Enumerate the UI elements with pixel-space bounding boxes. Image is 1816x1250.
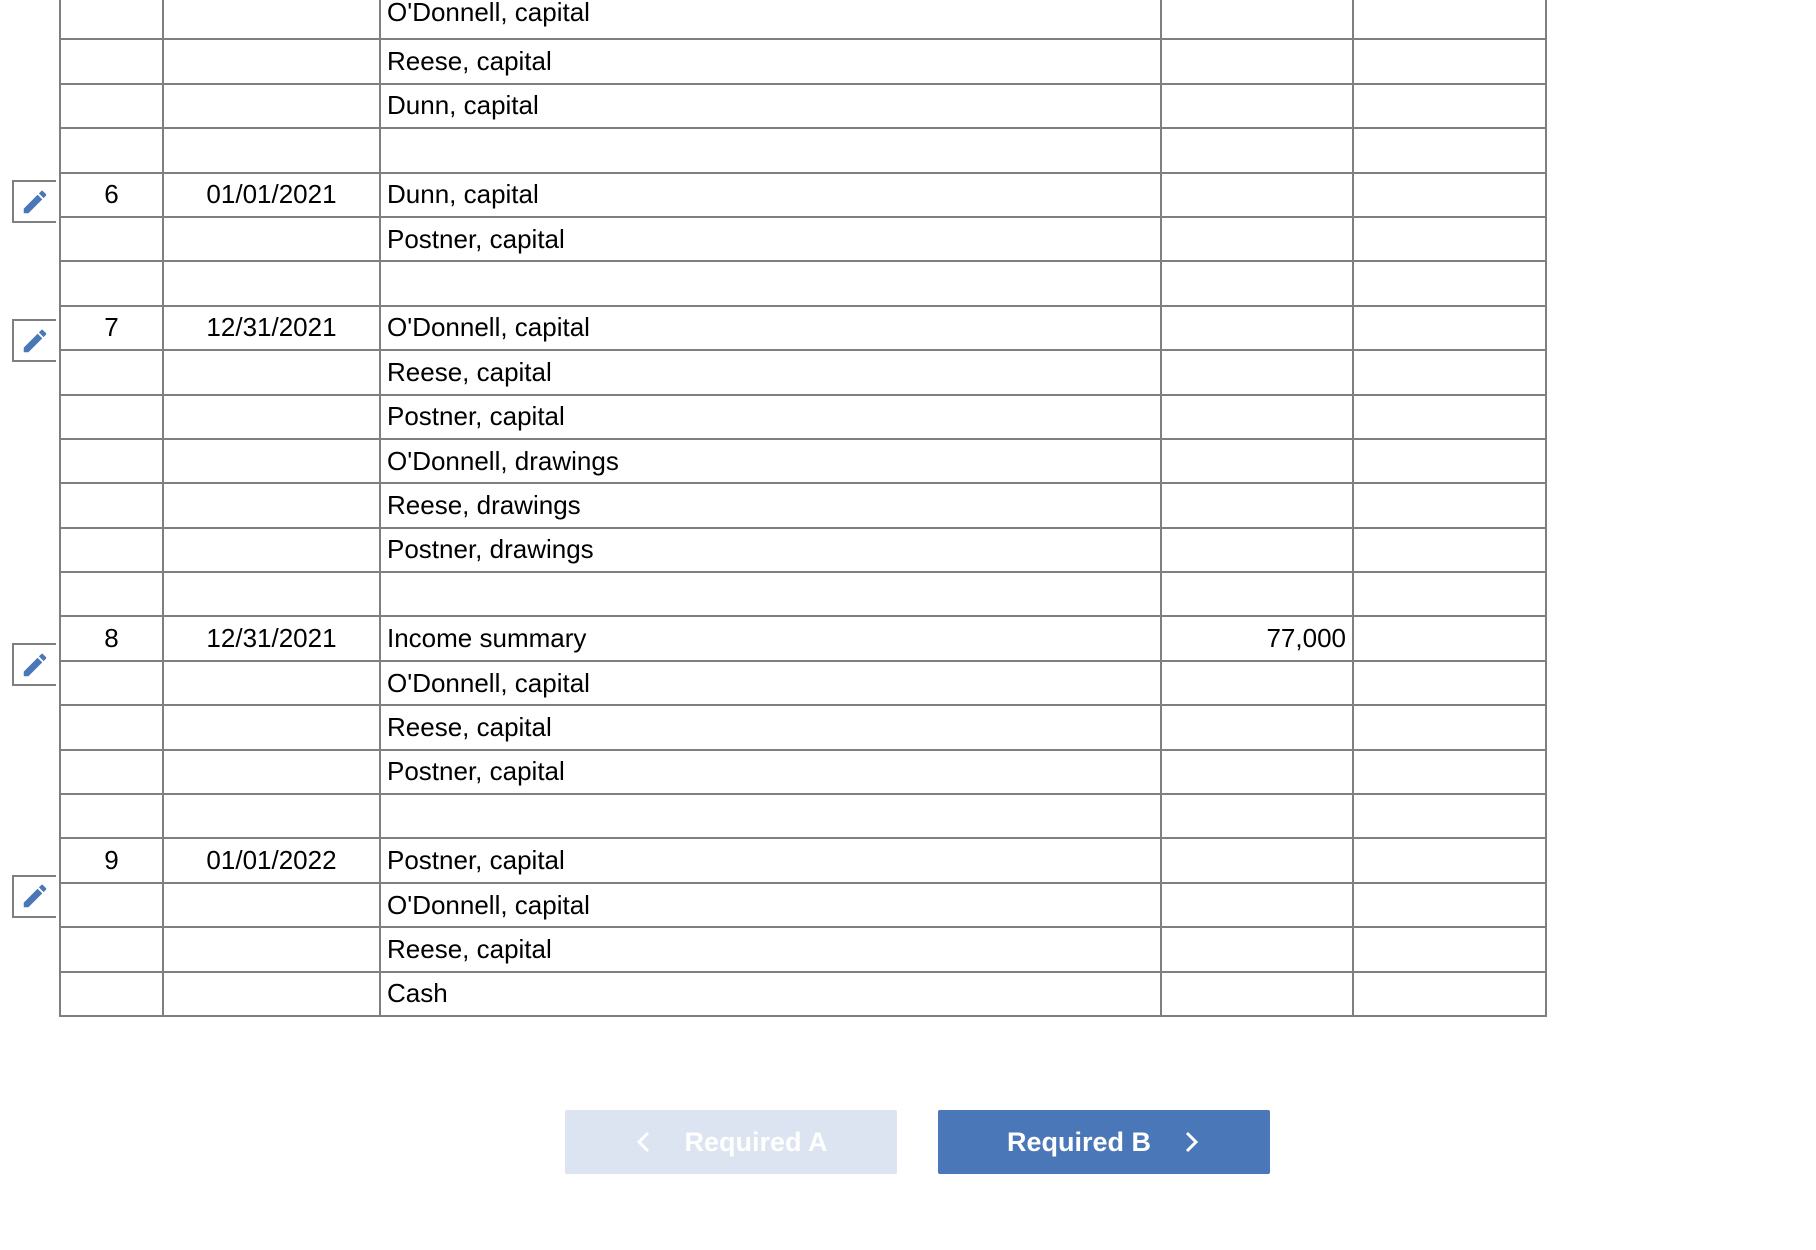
next-required-b-button[interactable] [938,1110,1270,1174]
account-title-cell[interactable]: Reese, drawings [380,483,1161,527]
account-title-cell[interactable]: Dunn, capital [380,173,1161,217]
entry-number-cell [60,483,163,527]
table-row [60,528,1546,572]
table-row [60,572,1546,616]
account-title-cell[interactable] [380,572,1161,616]
date-cell[interactable] [163,39,380,83]
table-row [60,84,1546,128]
credit-cell[interactable] [1353,705,1546,749]
table-row [60,0,1546,39]
account-title-cell[interactable] [380,261,1161,305]
credit-cell[interactable] [1353,794,1546,838]
table-row [60,395,1546,439]
table-row [60,261,1546,305]
debit-cell[interactable] [1161,528,1353,572]
date-cell[interactable] [163,750,380,794]
credit-cell[interactable] [1353,0,1546,39]
table-row [60,661,1546,705]
credit-cell[interactable] [1353,217,1546,261]
entry-number-cell [60,217,163,261]
credit-cell[interactable] [1353,128,1546,172]
entry-number-cell [60,439,163,483]
table-row [60,838,1546,882]
entry-number-cell [60,794,163,838]
entry-number-cell [60,705,163,749]
pencil-icon [20,650,50,680]
credit-cell[interactable] [1353,838,1546,882]
table-row [60,883,1546,927]
date-cell[interactable] [163,661,380,705]
account-title-cell[interactable]: Income summary [380,616,1161,660]
account-title-cell[interactable]: Postner, drawings [380,528,1161,572]
debit-cell[interactable] [1161,883,1353,927]
next-button-label: Required B [1006,1126,1152,1157]
debit-cell[interactable] [1161,395,1353,439]
date-cell[interactable] [163,883,380,927]
credit-cell[interactable] [1353,972,1546,1016]
account-title-cell[interactable]: O'Donnell, capital [380,0,1161,39]
debit-cell[interactable] [1161,705,1353,749]
account-title-cell[interactable]: O'Donnell, drawings [380,439,1161,483]
credit-cell[interactable] [1353,261,1546,305]
edit-entry-button[interactable] [12,643,56,686]
account-title-cell[interactable]: Reese, capital [380,927,1161,971]
credit-cell[interactable] [1353,750,1546,794]
entry-number-cell [60,39,163,83]
account-title-cell[interactable]: Postner, capital [380,838,1161,882]
date-cell[interactable] [163,927,380,971]
credit-cell[interactable] [1353,483,1546,527]
account-title-cell[interactable]: O'Donnell, capital [380,661,1161,705]
table-row [60,927,1546,971]
debit-cell[interactable] [1161,838,1353,882]
chevron-right-icon [1181,1130,1201,1154]
date-cell[interactable]: 01/01/2021 [163,173,380,217]
date-cell[interactable] [163,395,380,439]
account-title-cell[interactable]: Postner, capital [380,217,1161,261]
entry-number-cell: 6 [60,173,163,217]
table-row [60,128,1546,172]
credit-cell[interactable] [1353,927,1546,971]
date-cell[interactable] [163,439,380,483]
date-cell[interactable] [163,528,380,572]
table-row [60,794,1546,838]
chevron-left-icon [634,1130,654,1154]
entry-number-cell [60,0,163,39]
debit-cell[interactable] [1161,972,1353,1016]
account-title-cell[interactable] [380,128,1161,172]
edit-entry-button[interactable] [12,875,56,918]
date-cell[interactable] [163,794,380,838]
credit-cell[interactable] [1353,572,1546,616]
debit-cell[interactable] [1161,0,1353,39]
credit-cell[interactable] [1353,616,1546,660]
date-cell[interactable]: 12/31/2021 [163,616,380,660]
entry-number-cell: 7 [60,306,163,350]
pencil-icon [20,326,50,356]
entry-number-cell: 8 [60,616,163,660]
credit-cell[interactable] [1353,883,1546,927]
entry-number-cell [60,927,163,971]
table-row [60,350,1546,394]
table-row [60,217,1546,261]
date-cell[interactable] [163,483,380,527]
table-row [60,750,1546,794]
previous-required-a-button[interactable] [565,1110,897,1174]
table-row [60,616,1546,660]
date-cell[interactable] [163,0,380,39]
credit-cell[interactable] [1353,661,1546,705]
entry-number-cell [60,972,163,1016]
table-row [60,39,1546,83]
entry-number-cell [60,528,163,572]
date-cell[interactable] [163,705,380,749]
debit-cell[interactable] [1161,572,1353,616]
account-title-cell[interactable]: Postner, capital [380,395,1161,439]
account-title-cell[interactable]: Reese, capital [380,39,1161,83]
account-title-cell[interactable]: Postner, capital [380,750,1161,794]
entry-number-cell [60,661,163,705]
credit-cell[interactable] [1353,528,1546,572]
entry-number-cell [60,572,163,616]
credit-cell[interactable] [1353,395,1546,439]
table-row [60,306,1546,350]
entry-number-cell [60,395,163,439]
edit-entry-button[interactable] [12,180,56,223]
credit-cell[interactable] [1353,39,1546,83]
pencil-icon [20,881,50,911]
entry-number-cell [60,261,163,305]
account-title-cell[interactable]: O'Donnell, capital [380,306,1161,350]
entry-number-cell [60,750,163,794]
credit-cell[interactable] [1353,84,1546,128]
credit-cell[interactable] [1353,173,1546,217]
date-cell[interactable] [163,261,380,305]
debit-cell[interactable] [1161,439,1353,483]
account-title-cell[interactable]: Cash [380,972,1161,1016]
table-row [60,483,1546,527]
debit-cell[interactable] [1161,927,1353,971]
account-title-cell[interactable]: Dunn, capital [380,84,1161,128]
journal-entry-body [60,0,1546,1016]
entry-number-cell: 9 [60,838,163,882]
date-cell[interactable] [163,572,380,616]
entry-number-cell [60,350,163,394]
account-title-cell[interactable]: Reese, capital [380,705,1161,749]
entry-number-cell [60,883,163,927]
debit-cell[interactable]: 77,000 [1161,616,1353,660]
table-row [60,705,1546,749]
debit-cell[interactable] [1161,483,1353,527]
date-cell[interactable] [163,128,380,172]
edit-entry-button[interactable] [12,319,56,362]
debit-cell[interactable] [1161,217,1353,261]
table-row [60,439,1546,483]
date-cell[interactable]: 01/01/2022 [163,838,380,882]
table-row [60,173,1546,217]
debit-cell[interactable] [1161,350,1353,394]
date-cell[interactable]: 12/31/2021 [163,306,380,350]
debit-cell[interactable] [1161,128,1353,172]
date-cell[interactable] [163,972,380,1016]
account-title-cell[interactable] [380,794,1161,838]
previous-button-label: Required A [684,1126,828,1157]
debit-cell[interactable] [1161,84,1353,128]
date-cell[interactable] [163,84,380,128]
credit-cell[interactable] [1353,439,1546,483]
debit-cell[interactable] [1161,661,1353,705]
debit-cell[interactable] [1161,173,1353,217]
debit-cell[interactable] [1161,39,1353,83]
debit-cell[interactable] [1161,794,1353,838]
journal-entry-table [59,0,1547,1017]
credit-cell[interactable] [1353,306,1546,350]
date-cell[interactable] [163,217,380,261]
account-title-cell[interactable]: Reese, capital [380,350,1161,394]
debit-cell[interactable] [1161,750,1353,794]
debit-cell[interactable] [1161,306,1353,350]
credit-cell[interactable] [1353,350,1546,394]
table-row [60,972,1546,1016]
entry-number-cell [60,84,163,128]
date-cell[interactable] [163,350,380,394]
account-title-cell[interactable]: O'Donnell, capital [380,883,1161,927]
debit-cell[interactable] [1161,261,1353,305]
pencil-icon [20,187,50,217]
entry-number-cell [60,128,163,172]
